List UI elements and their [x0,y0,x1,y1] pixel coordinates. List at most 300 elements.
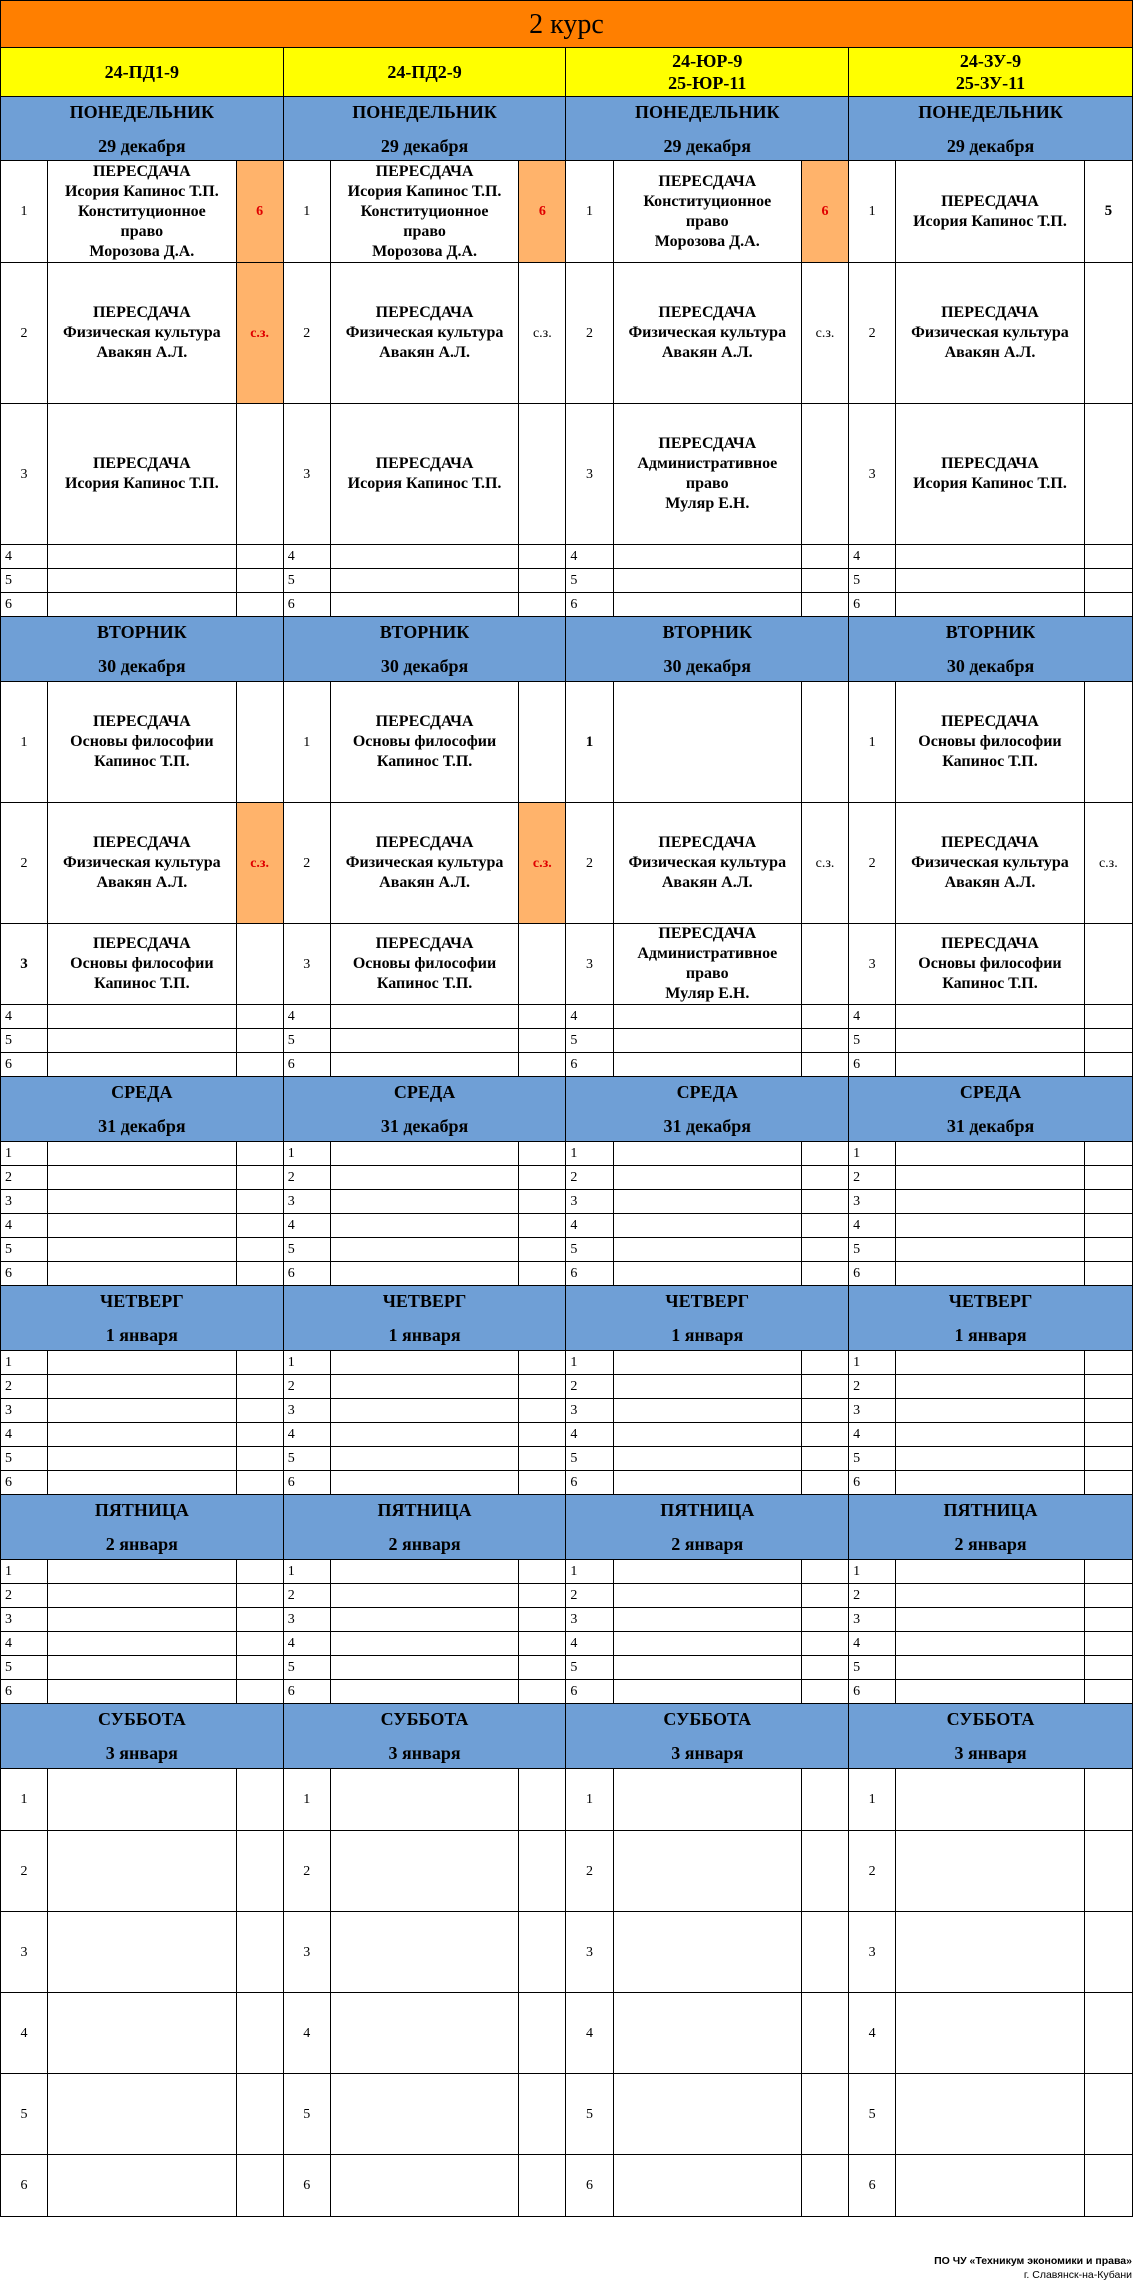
lesson-number: 2 [566,263,613,404]
lesson-subject [330,2074,518,2155]
lesson-row [1,1831,1133,1912]
lesson-subject: ПЕРЕСДАЧА Исория Капинос Т.П. Конституционное право Морозова Д.А. [48,161,236,263]
lesson-subject [613,1262,801,1286]
lesson-subject [330,1423,518,1447]
lesson-subject [48,1831,236,1912]
lesson-subject [613,593,801,617]
lesson-room [519,1608,566,1632]
day-date: 29 декабря [946,135,1035,156]
lesson-number: 2 [849,1166,896,1190]
lesson-row [1,1680,1133,1704]
lesson-room [1084,404,1132,545]
lesson-row [1,1656,1133,1680]
lesson-number: 4 [1,1214,48,1238]
day-name: ЧЕТВЕРГ [948,1291,1033,1311]
lesson-number: 1 [849,1769,896,1831]
lesson-number: 4 [849,1214,896,1238]
lesson-subject [330,1053,518,1077]
lesson-room [802,1680,849,1704]
lesson-subject: ПЕРЕСДАЧА Физическая культура Авакян А.Л. [330,803,518,924]
lesson-subject [896,1375,1084,1399]
lesson-number: 4 [566,1005,613,1029]
lesson-number: 2 [1,263,48,404]
day-name: СУББОТА [97,1709,186,1729]
lesson-row [1,1262,1133,1286]
lesson-room [236,1993,283,2074]
day-name: ВТОРНИК [945,622,1036,642]
lesson-number: 3 [566,1608,613,1632]
lesson-subject [613,1142,801,1166]
lesson-number: 3 [566,1912,613,1993]
day-name: ПОНЕДЕЛЬНИК [918,101,1063,122]
lesson-room [802,1262,849,1286]
lesson-room [236,1608,283,1632]
lesson-room [802,404,849,545]
day-date: 2 января [954,1534,1027,1554]
lesson-number: 3 [849,404,896,545]
lesson-room [236,1912,283,1993]
lesson-subject [48,1560,236,1584]
lesson-room [1084,1993,1132,2074]
group-header: 24-ЮР-9 25-ЮР-11 [566,48,849,97]
lesson-room [802,1053,849,1077]
day-header [283,1495,566,1560]
day-date: 3 января [105,1743,178,1763]
lesson-number: 4 [566,545,613,569]
lesson-number: 2 [1,1831,48,1912]
lesson-subject [613,1005,801,1029]
lesson-room [802,1399,849,1423]
lesson-number: 6 [566,1262,613,1286]
lesson-subject [330,1029,518,1053]
lesson-number: 3 [566,924,613,1005]
lesson-room [802,682,849,803]
lesson-subject [896,1447,1084,1471]
day-date: 29 декабря [663,135,751,156]
lesson-room [519,1471,566,1495]
day-date: 31 декабря [946,1116,1035,1136]
lesson-number: 4 [566,1632,613,1656]
lesson-number: 5 [283,1656,330,1680]
lesson-subject [613,1399,801,1423]
day-name: ПЯТНИЦА [377,1500,472,1520]
day-name: ПОНЕДЕЛЬНИК [634,101,780,122]
lesson-room [1084,1769,1132,1831]
lesson-subject [613,1351,801,1375]
day-name: ПЯТНИЦА [943,1500,1038,1520]
lesson-subject [613,1656,801,1680]
lesson-number: 5 [849,2074,896,2155]
lesson-subject [330,1632,518,1656]
day-header [566,1077,849,1142]
lesson-number: 4 [1,1005,48,1029]
lesson-room [1084,1214,1132,1238]
day-name: ВТОРНИК [379,622,470,642]
lesson-subject [48,1053,236,1077]
lesson-subject [48,1005,236,1029]
lesson-subject [48,1471,236,1495]
lesson-subject [613,1680,801,1704]
lesson-number: 1 [566,1560,613,1584]
lesson-number: 2 [566,1375,613,1399]
lesson-room [519,1166,566,1190]
lesson-number: 2 [283,1375,330,1399]
lesson-subject [896,1423,1084,1447]
lesson-subject: ПЕРЕСДАЧА Физическая культура Авакян А.Л. [48,263,236,404]
lesson-subject [613,1560,801,1584]
lesson-number: 4 [566,1214,613,1238]
lesson-room [236,593,283,617]
lesson-subject [896,1399,1084,1423]
lesson-row [1,2155,1133,2217]
lesson-number: 4 [1,1423,48,1447]
lesson-room [236,1351,283,1375]
lesson-room [802,1142,849,1166]
lesson-number: 1 [1,682,48,803]
lesson-subject [896,2155,1084,2217]
lesson-room [519,1632,566,1656]
day-header [1,1077,284,1142]
day-name: СУББОТА [946,1709,1035,1729]
lesson-number: 1 [566,682,613,803]
lesson-room [519,2074,566,2155]
lesson-subject: ПЕРЕСДАЧА Физическая культура Авакян А.Л. [330,263,518,404]
lesson-subject [896,1912,1084,1993]
lesson-number: 3 [283,1912,330,1993]
lesson-number: 3 [849,1190,896,1214]
day-header [283,1077,566,1142]
lesson-number: 6 [566,1680,613,1704]
lesson-room [1084,2074,1132,2155]
lesson-room [519,569,566,593]
lesson-subject [613,1608,801,1632]
day-header [1,97,284,161]
day-header [566,1495,849,1560]
lesson-room [1084,1005,1132,1029]
lesson-row [1,1190,1133,1214]
lesson-subject [613,1029,801,1053]
lesson-subject [613,1053,801,1077]
lesson-room [802,1166,849,1190]
day-date: 31 декабря [98,1116,186,1136]
lesson-subject [896,1584,1084,1608]
lesson-subject [48,1632,236,1656]
lesson-subject [613,1375,801,1399]
lesson-number: 3 [849,924,896,1005]
lesson-subject [613,1447,801,1471]
day-date: 3 января [954,1743,1027,1763]
lesson-room [236,2155,283,2217]
lesson-room: с.з. [1084,803,1132,924]
lesson-row [1,545,1133,569]
lesson-room [1084,1560,1132,1584]
lesson-subject [48,593,236,617]
day-name: СУББОТА [380,1709,469,1729]
lesson-subject [48,1608,236,1632]
lesson-room [519,1262,566,1286]
lesson-room [236,1053,283,1077]
lesson-row [1,1005,1133,1029]
lesson-subject [896,1993,1084,2074]
lesson-subject [613,1632,801,1656]
day-header [849,1495,1133,1560]
lesson-number: 1 [566,1351,613,1375]
lesson-number: 1 [283,161,330,263]
lesson-subject [613,1190,801,1214]
lesson-subject [330,1656,518,1680]
lesson-room [236,1375,283,1399]
lesson-number: 5 [1,1238,48,1262]
lesson-room [519,1656,566,1680]
day-header [566,617,849,682]
lesson-room [802,593,849,617]
lesson-number: 2 [1,1584,48,1608]
lesson-subject: ПЕРЕСДАЧА Физическая культура Авакян А.Л. [896,263,1084,404]
lesson-room [236,1632,283,1656]
lesson-room [1084,1584,1132,1608]
lesson-room [519,404,566,545]
lesson-room [802,1190,849,1214]
lesson-room: 6 [236,161,283,263]
lesson-number: 4 [283,545,330,569]
lesson-subject [613,1831,801,1912]
lesson-number: 6 [849,1262,896,1286]
lesson-row [1,1166,1133,1190]
lesson-room [1084,1351,1132,1375]
lesson-room [802,545,849,569]
lesson-subject [48,1423,236,1447]
lesson-number: 1 [283,682,330,803]
lesson-row [1,404,1133,545]
lesson-room [802,1912,849,1993]
lesson-number: 3 [283,404,330,545]
lesson-room [519,1447,566,1471]
lesson-number: 4 [849,1632,896,1656]
lesson-subject [613,1769,801,1831]
lesson-room [1084,2155,1132,2217]
lesson-number: 3 [1,924,48,1005]
day-name: СРЕДА [676,1082,738,1102]
lesson-room [802,2074,849,2155]
lesson-number: 1 [1,1560,48,1584]
lesson-row [1,1351,1133,1375]
lesson-number: 3 [849,1912,896,1993]
lesson-row [1,1632,1133,1656]
day-header [283,97,566,161]
lesson-subject [48,1769,236,1831]
day-name: ЧЕТВЕРГ [100,1291,184,1311]
lesson-subject [896,545,1084,569]
lesson-number: 5 [566,2074,613,2155]
lesson-subject [330,1769,518,1831]
day-name: СУББОТА [663,1709,752,1729]
lesson-subject [613,1423,801,1447]
lesson-room [1084,593,1132,617]
lesson-subject [896,1005,1084,1029]
lesson-number: 1 [849,161,896,263]
day-header [283,617,566,682]
lesson-number: 6 [849,1680,896,1704]
day-header [283,1286,566,1351]
lesson-room [1084,1831,1132,1912]
lesson-number: 2 [849,263,896,404]
lesson-number: 3 [1,1190,48,1214]
day-header [849,1704,1133,1769]
day-date: 3 января [388,1743,461,1763]
lesson-subject [330,1166,518,1190]
lesson-number: 3 [849,1608,896,1632]
lesson-number: 5 [849,1656,896,1680]
lesson-number: 5 [566,1238,613,1262]
lesson-row [1,1608,1133,1632]
lesson-room [802,1632,849,1656]
lesson-number: 6 [1,1680,48,1704]
lesson-room [236,1423,283,1447]
lesson-subject [48,1214,236,1238]
lesson-number: 6 [849,1471,896,1495]
lesson-subject [48,1656,236,1680]
lesson-room [236,1029,283,1053]
lesson-room [519,1912,566,1993]
lesson-subject [613,1214,801,1238]
lesson-number: 4 [566,1423,613,1447]
lesson-room [519,1680,566,1704]
lesson-subject [896,1656,1084,1680]
lesson-room: 5 [1084,161,1132,263]
lesson-row [1,1423,1133,1447]
lesson-room [236,1769,283,1831]
lesson-subject [330,1262,518,1286]
day-name: ПЯТНИЦА [94,1500,189,1520]
lesson-subject [330,1005,518,1029]
lesson-subject [48,2155,236,2217]
lesson-number: 1 [1,161,48,263]
lesson-number: 4 [849,545,896,569]
lesson-room [236,1831,283,1912]
day-header [283,1704,566,1769]
lesson-row [1,1584,1133,1608]
lesson-number: 6 [566,2155,613,2217]
group-header: 24-ПД1-9 [1,48,284,97]
lesson-subject [48,1680,236,1704]
lesson-row [1,1029,1133,1053]
lesson-number: 1 [1,1769,48,1831]
lesson-subject [48,1190,236,1214]
lesson-room [802,1560,849,1584]
lesson-subject [896,1560,1084,1584]
lesson-number: 5 [283,1029,330,1053]
lesson-number: 1 [283,1560,330,1584]
day-date: 30 декабря [380,656,469,676]
lesson-subject [896,593,1084,617]
lesson-room [519,1351,566,1375]
lesson-room [519,1399,566,1423]
lesson-number: 4 [283,1423,330,1447]
lesson-number: 2 [849,1831,896,1912]
lesson-subject [48,1912,236,1993]
lesson-row [1,1993,1133,2074]
lesson-subject [330,1214,518,1238]
lesson-room [1084,1029,1132,1053]
lesson-room [519,1423,566,1447]
lesson-subject [330,1831,518,1912]
lesson-number: 3 [283,1190,330,1214]
lesson-number: 3 [283,924,330,1005]
footer [860,2254,1132,2282]
day-name: СРЕДА [393,1082,456,1102]
lesson-number: 2 [1,803,48,924]
lesson-subject [613,1584,801,1608]
lesson-number: 5 [849,1238,896,1262]
lesson-number: 6 [1,593,48,617]
lesson-subject [896,1262,1084,1286]
lesson-subject: ПЕРЕСДАЧА Исория Капинос Т.П. [896,161,1084,263]
lesson-number: 6 [566,1053,613,1077]
lesson-row [1,803,1133,924]
lesson-number: 5 [283,2074,330,2155]
lesson-subject: ПЕРЕСДАЧА Исория Капинос Т.П. [48,404,236,545]
lesson-room [802,1769,849,1831]
lesson-room [236,1471,283,1495]
group-header: 24-ЗУ-9 25-ЗУ-11 [849,48,1133,97]
day-date: 30 декабря [946,656,1035,676]
lesson-number: 2 [849,1375,896,1399]
lesson-subject [48,1447,236,1471]
lesson-subject [613,682,801,803]
lesson-number: 3 [283,1608,330,1632]
lesson-room [1084,545,1132,569]
lesson-row [1,1560,1133,1584]
lesson-subject [896,1680,1084,1704]
lesson-subject [48,1142,236,1166]
lesson-subject [896,1608,1084,1632]
day-date: 31 декабря [663,1116,751,1136]
lesson-number: 4 [566,1993,613,2074]
lesson-number: 3 [566,1190,613,1214]
lesson-room [1084,1375,1132,1399]
lesson-room [236,1238,283,1262]
lesson-room [236,1214,283,1238]
lesson-number: 2 [566,1166,613,1190]
lesson-row [1,263,1133,404]
day-name: ВТОРНИК [97,622,187,642]
lesson-subject [896,1238,1084,1262]
day-header [849,97,1133,161]
lesson-number: 5 [1,1029,48,1053]
lesson-room: 6 [519,161,566,263]
lesson-room [802,1214,849,1238]
day-name: ПОНЕДЕЛЬНИК [69,101,215,122]
lesson-subject [330,1238,518,1262]
day-header [566,1286,849,1351]
lesson-subject [48,1375,236,1399]
lesson-subject [896,569,1084,593]
lesson-room: с.з. [236,263,283,404]
lesson-room [802,1584,849,1608]
lesson-subject [896,1351,1084,1375]
day-date: 30 декабря [98,656,186,676]
lesson-row [1,1238,1133,1262]
lesson-subject [48,1238,236,1262]
lesson-room [519,1831,566,1912]
lesson-room [519,1993,566,2074]
lesson-number: 3 [566,404,613,545]
lesson-number: 6 [566,593,613,617]
lesson-room [802,1351,849,1375]
lesson-number: 1 [283,1142,330,1166]
lesson-number: 4 [1,1993,48,2074]
lesson-subject [330,1560,518,1584]
